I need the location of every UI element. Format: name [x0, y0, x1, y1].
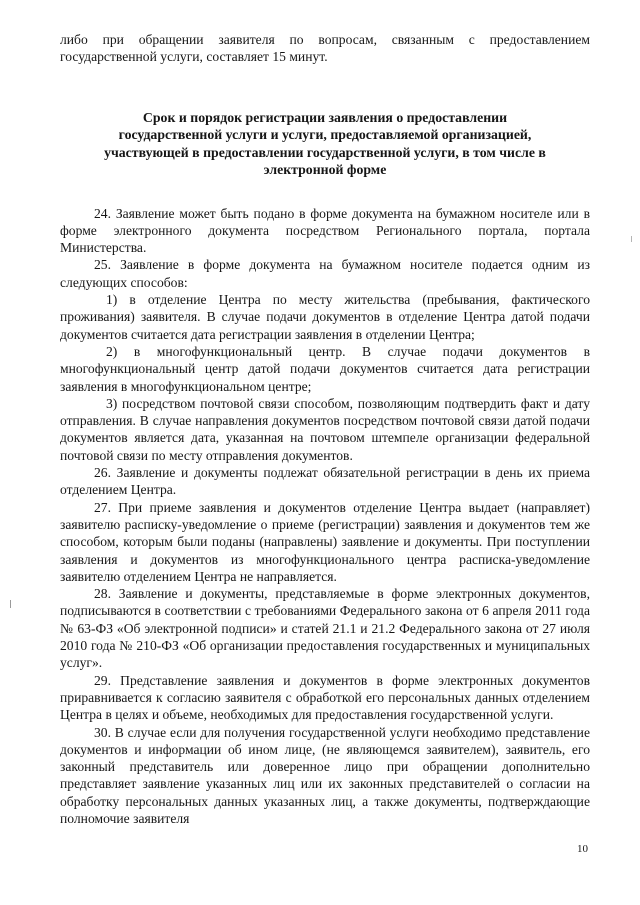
scan-margin-mark	[10, 600, 11, 608]
paragraph-25-item-1: 1) в отделение Центра по месту жительства (пребывания, фактического проживания) заявителя. В случае подачи документов в отделение Центра датой подачи документов считается дата регистрации заявления в отделении Центра;	[60, 292, 590, 342]
paragraph-25-item-3: 3) посредством почтовой связи способом, позволяющим подтвердить факт и дату отправления. В случае направления документов посредством почтовой связи датой подачи документов является дата, указанная на почтовом штемпеле организации федеральной почтовой связи по месту отправления документов.	[60, 395, 590, 463]
paragraph-27: 27. При приеме заявления и документов отделение Центра выдает (направляет) заявителю расписку-уведомление о приеме (регистрации) заявления и документов тем же способом, которым были поданы (направлены) заявление и документы. При поступлении заявления и документов из многофункционального центра расписка-уведомление заявителю отделением Центра не направляется.	[60, 499, 590, 584]
intro-paragraph: либо при обращении заявителя по вопросам, связанным с предоставлением государственной услуги, составляет 15 минут.	[60, 32, 590, 65]
section-heading	[60, 109, 590, 179]
heading-line: участвующей в предоставлении государственной услуги, в том числе в	[104, 144, 546, 160]
paragraph-28: 28. Заявление и документы, представляемые в форме электронных документов, подписываются в соответствии с требованиями Федерального закона от 6 апреля 2011 года № 63-ФЗ «Об электронной подписи» и статей 21.1 и 21.2 Федерального закона от 27 июля 2010 года № 210-ФЗ «Об организации предоставления государственных и муниципальных услуг».	[60, 586, 590, 671]
paragraph-24: 24. Заявление может быть подано в форме документа на бумажном носителе или в форме электронного документа посредством Регионального портала, портала Министерства.	[60, 205, 590, 256]
paragraph-25-item-2: 2) в многофункциональный центр. В случае подачи документов в многофункциональный центр датой подачи документов считается дата регистрации заявления в многофункциональном центре;	[60, 343, 590, 394]
paragraph-26: 26. Заявление и документы подлежат обязательной регистрации в день их приема отделением Центра.	[60, 465, 590, 498]
document-body	[60, 31, 590, 827]
heading-line: государственной услуги и услуги, предоставляемой организацией,	[118, 127, 532, 143]
heading-line: Срок и порядок регистрации заявления о предоставлении	[142, 109, 508, 125]
paragraph-29: 29. Представление заявления и документов в форме электронных документов приравнивается к согласию заявителя с обработкой его персональных данных отделением Центра в целях и объеме, необходимых для предоставления государственной услуги.	[60, 672, 590, 723]
scan-margin-mark	[631, 236, 632, 242]
paragraph-30: 30. В случае если для получения государственной услуги необходимо представление документов и информации об ином лице, (не являющемся заявителем), заявитель, его законный представитель или доверенное лицо при обращении дополнительно представляет заявление указанных лиц или их законных представителей о согласии на обработку персональных данных указанных лиц, а также документы, подтверждающие полномочие заявителя	[60, 724, 590, 826]
heading-line: электронной форме	[263, 162, 387, 178]
paragraph-25: 25. Заявление в форме документа на бумажном носителе подается одним из следующих способов:	[60, 257, 590, 290]
page-number: 10	[577, 843, 588, 855]
